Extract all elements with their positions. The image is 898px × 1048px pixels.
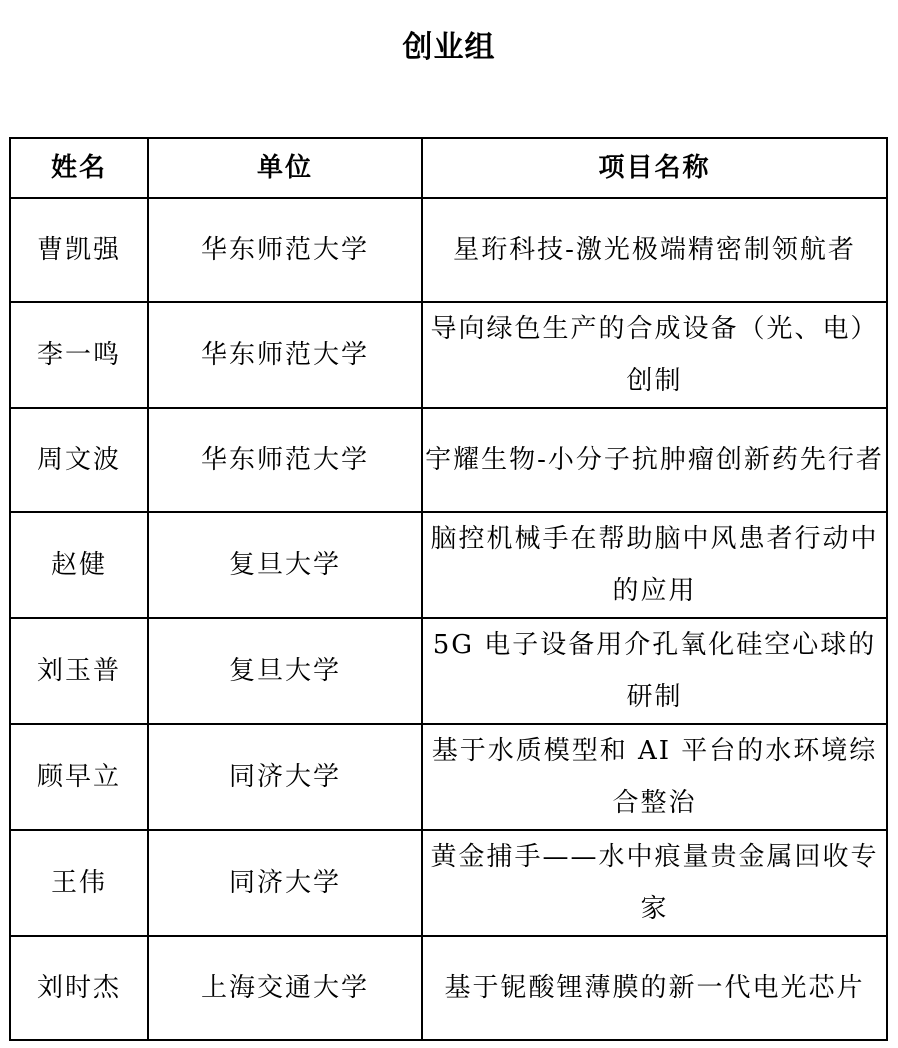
project-cell: 导向绿色生产的合成设备（光、电）创制 bbox=[422, 302, 887, 408]
project-cell: 宇耀生物-小分子抗肿瘤创新药先行者 bbox=[422, 408, 887, 512]
page-title: 创业组 bbox=[402, 30, 496, 65]
table-row bbox=[10, 724, 887, 830]
name-cell: 顾早立 bbox=[10, 724, 148, 830]
column-header-project: 项目名称 bbox=[422, 138, 887, 198]
name-cell: 赵健 bbox=[10, 512, 148, 618]
award-table bbox=[9, 137, 888, 1041]
table-row bbox=[10, 408, 887, 512]
table-row bbox=[10, 302, 887, 408]
name-cell: 周文波 bbox=[10, 408, 148, 512]
project-cell: 星珩科技-激光极端精密制领航者 bbox=[422, 198, 887, 302]
name-cell: 王伟 bbox=[10, 830, 148, 936]
unit-cell: 同济大学 bbox=[148, 830, 422, 936]
name-cell: 曹凯强 bbox=[10, 198, 148, 302]
table-row bbox=[10, 936, 887, 1040]
project-cell: 黄金捕手——水中痕量贵金属回收专家 bbox=[422, 830, 887, 936]
table-row bbox=[10, 198, 887, 302]
unit-cell: 同济大学 bbox=[148, 724, 422, 830]
table-row bbox=[10, 618, 887, 724]
table-row bbox=[10, 512, 887, 618]
project-cell: 基于水质模型和 AI 平台的水环境综合整治 bbox=[422, 724, 887, 830]
unit-cell: 华东师范大学 bbox=[148, 408, 422, 512]
unit-cell: 华东师范大学 bbox=[148, 302, 422, 408]
column-header-name: 姓名 bbox=[10, 138, 148, 198]
unit-cell: 复旦大学 bbox=[148, 618, 422, 724]
table-header-row bbox=[10, 138, 887, 198]
name-cell: 刘玉普 bbox=[10, 618, 148, 724]
name-cell: 刘时杰 bbox=[10, 936, 148, 1040]
unit-cell: 复旦大学 bbox=[148, 512, 422, 618]
project-cell: 脑控机械手在帮助脑中风患者行动中的应用 bbox=[422, 512, 887, 618]
project-cell: 基于铌酸锂薄膜的新一代电光芯片 bbox=[422, 936, 887, 1040]
unit-cell: 上海交通大学 bbox=[148, 936, 422, 1040]
table-row bbox=[10, 830, 887, 936]
name-cell: 李一鸣 bbox=[10, 302, 148, 408]
unit-cell: 华东师范大学 bbox=[148, 198, 422, 302]
column-header-unit: 单位 bbox=[148, 138, 422, 198]
project-cell: 5G 电子设备用介孔氧化硅空心球的研制 bbox=[422, 618, 887, 724]
